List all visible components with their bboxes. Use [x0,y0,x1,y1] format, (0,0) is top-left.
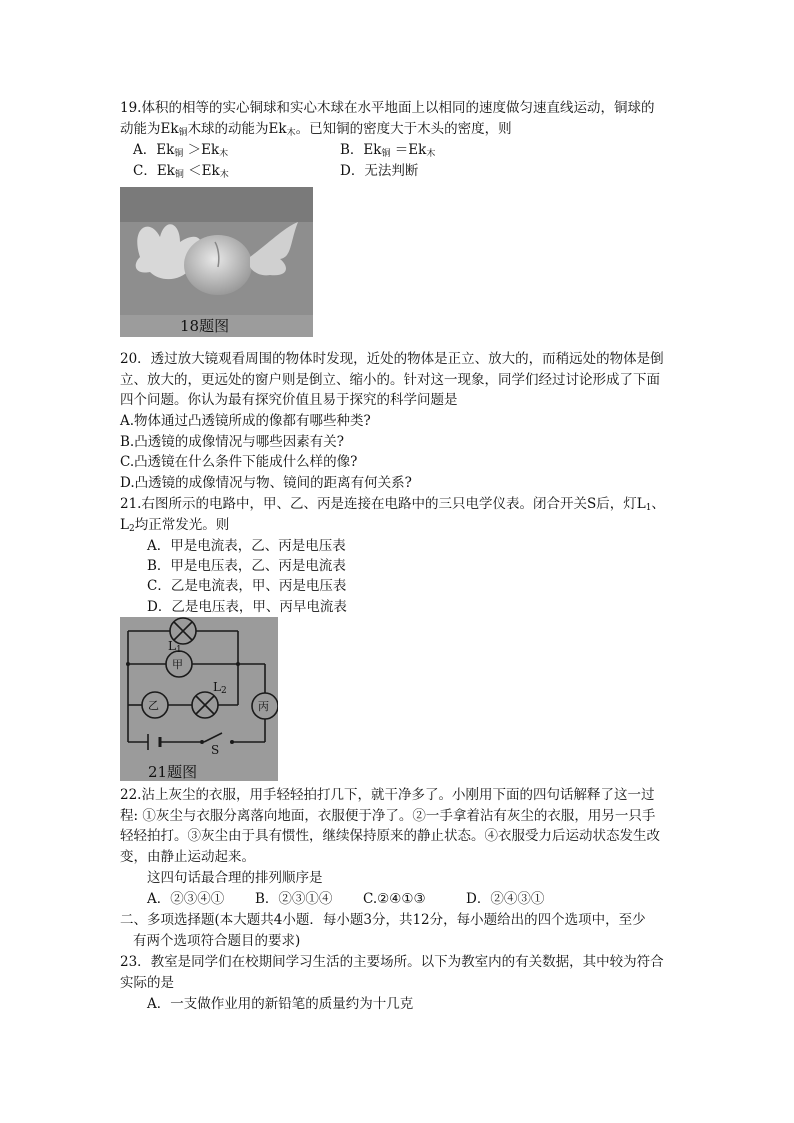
q19-line2: 动能为$Ek_铜$木球的动能为$Ek_木$。已知铜的密度大于木头的密度，则 [120,121,512,138]
q21-option-a: A．甲是电流表，乙、丙是电压表 [147,538,346,554]
q23-line2: 实际的是 [120,975,174,991]
q20-option-a: A.物体通过凸透镜所成的像都有哪些种类? [120,413,371,429]
q20-option-c: C.凸透镜在什么条件下能成什么样的像? [120,454,358,470]
q21-option-b: B．甲是电压表，乙、丙是电流表 [147,558,346,574]
figure-18-caption: 18题图 [180,317,230,335]
q21-line2: $L_2$均正常发光。则 [120,517,230,534]
q19-option-b: B．$Ek_铜 =Ek_木$ [340,142,436,159]
q20-line1: 20．透过放大镜观看周围的物体时发现，近处的物体是正立、放大的，而稍远处的物体是倒 [120,351,664,367]
q21-option-c: C．乙是电流表，甲、丙是电压表 [147,578,347,594]
q21-line1: 21.右图所示的电路中，甲、乙、丙是连接在电路中的三只电学仪表。闭合开关S后，灯$L_1$、 [120,496,665,513]
q22-option-a: A．②③④① [147,891,225,907]
q22-line1: 22.沾上灰尘的衣服，用手轻轻拍打几下，就干净多了。小刚用下面的四句话解释了这一过 [120,787,655,803]
q20-option-d: D.凸透镜的成像情况与物、镜间的距离有何关系? [120,475,412,491]
figure-18-photo [120,187,313,337]
q23-line1: 23．教室是同学们在校期间学习生活的主要场所。以下为教室内的有关数据，其中较为符合 [120,954,664,970]
meter-yi-label: 乙 [148,699,159,712]
q19-option-c: C．$Ek_铜 <Ek_木$ [133,163,229,180]
switch-s-label: S [211,743,220,757]
figure-21-caption: 21题图 [148,763,198,781]
q20-line2: 立、放大的，更远处的窗户则是倒立、缩小的。针对这一现象，同学们经过讨论形成了下面 [120,372,660,388]
q23-option-a: A．一支做作业用的新铅笔的质量约为十几克 [147,996,414,1012]
meter-jia-label: 甲 [172,658,183,671]
circuit-diagram [120,617,278,781]
q22-line3: 轻轻拍打。③灰尘由于具有惯性，继续保持原来的静止状态。④衣服受力后运动状态发生改 [120,828,660,844]
section2-heading-line1: 二、多项选择题(本大题共4小题．每小题3分，共12分，每小题给出的四个选项中，至少 [120,912,646,928]
q22-option-d: D．②④③① [466,891,545,907]
label-l1: $L_1$ [168,639,182,655]
q19-option-a: A．$Ek_铜 >Ek_木$ [133,142,229,159]
q19-option-d: D．无法判断 [340,163,419,179]
q21-option-d: D．乙是电压表，甲、丙早电流表 [147,599,347,615]
meter-bing-label: 丙 [258,700,269,713]
q22-line5: 这四句话最合理的排列顺序是 [147,870,323,886]
q19-line1: 19.体积的相等的实心铜球和实心木球在水平地面上以相同的速度做匀速直线运动，铜球的 [120,100,655,116]
section2-heading-line2: 有两个选项符合题目的要求) [133,933,301,949]
figure-21-circuit [120,617,278,781]
q20-line3: 四个问题。你认为最有探究价值且易于探究的科学问题是 [120,392,458,408]
q20-option-b: B.凸透镜的成像情况与哪些因素有关? [120,434,344,450]
q22-option-b: B．②③①④ [255,891,333,907]
label-l2: $L_2$ [213,680,227,696]
q22-option-c: C.②④①③ [363,891,426,907]
q22-line2: 程: ①灰尘与衣服分离落向地面，衣服便于净了。②一手拿着沾有灰尘的衣服，用另一只手 [120,808,656,824]
q22-line4: 变，由静止运动起来。 [120,849,255,865]
